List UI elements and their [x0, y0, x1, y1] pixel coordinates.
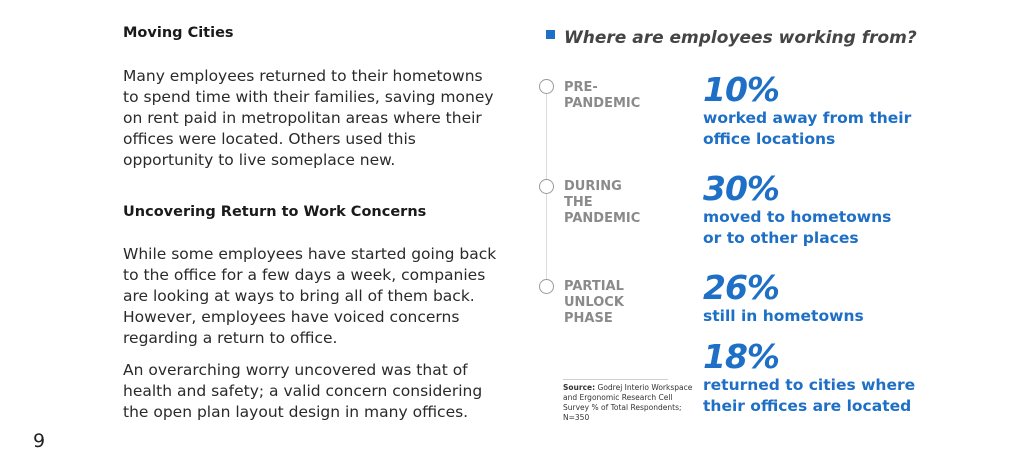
source-divider [563, 379, 668, 380]
stat-description: moved to hometowns or to other places [703, 208, 892, 247]
timeline-circle-icon [539, 179, 554, 194]
stat-block-pre-pandemic [703, 72, 911, 150]
timeline-circle-icon [539, 79, 554, 94]
paragraph-return-to-work: While some employees have started going back to the office for a few days a week, companies are looking at ways to bring all of them back. However, employees have voiced concerns regarding a return to office. [123, 245, 497, 347]
infographic-title [546, 28, 917, 48]
paragraph-health-safety: An overarching worry uncovered was that of health and safety; a valid concern considering the open plan layout design in many offices. [123, 361, 483, 421]
stat-description: worked away from their office locations [703, 109, 912, 148]
page-number: 9 [33, 430, 46, 452]
phase-label-during-pandemic: DURING THE PANDEMIC [564, 179, 641, 226]
section-heading-moving-cities: Moving Cities [123, 25, 234, 41]
phase-label-partial-unlock: PARTIAL UNLOCK PHASE [564, 279, 624, 326]
source-text: Godrej Interio Workspace and Ergonomic Research Cell Survey % of Total Respondents; N=350 [563, 383, 693, 422]
stat-description: still in hometowns [703, 307, 864, 325]
infographic-title-text: Where are employees working from? [564, 28, 917, 48]
stat-block-partial-unlock-cities [703, 339, 915, 417]
source-label: Source: [563, 383, 596, 392]
stat-description: returned to cities where their offices are located [703, 376, 916, 415]
stat-block-during-pandemic [703, 171, 891, 249]
stat-block-partial-unlock-hometowns [703, 270, 864, 327]
stat-percent: 10% [703, 70, 779, 109]
square-bullet-icon [546, 30, 555, 39]
paragraph-moving-cities: Many employees returned to their hometowns to spend time with their families, saving money on rent paid in metropolitan areas where their offices were located. Others used this opportunity to live someplace new. [123, 67, 494, 169]
section-heading-return-to-work: Uncovering Return to Work Concerns [123, 204, 427, 220]
phase-label-pre-pandemic: PRE- PANDEMIC [564, 80, 641, 111]
stat-percent: 30% [703, 169, 779, 208]
source-note [563, 383, 693, 423]
timeline-circle-icon [539, 279, 554, 294]
stat-percent: 26% [703, 268, 779, 307]
stat-percent: 18% [703, 337, 779, 376]
